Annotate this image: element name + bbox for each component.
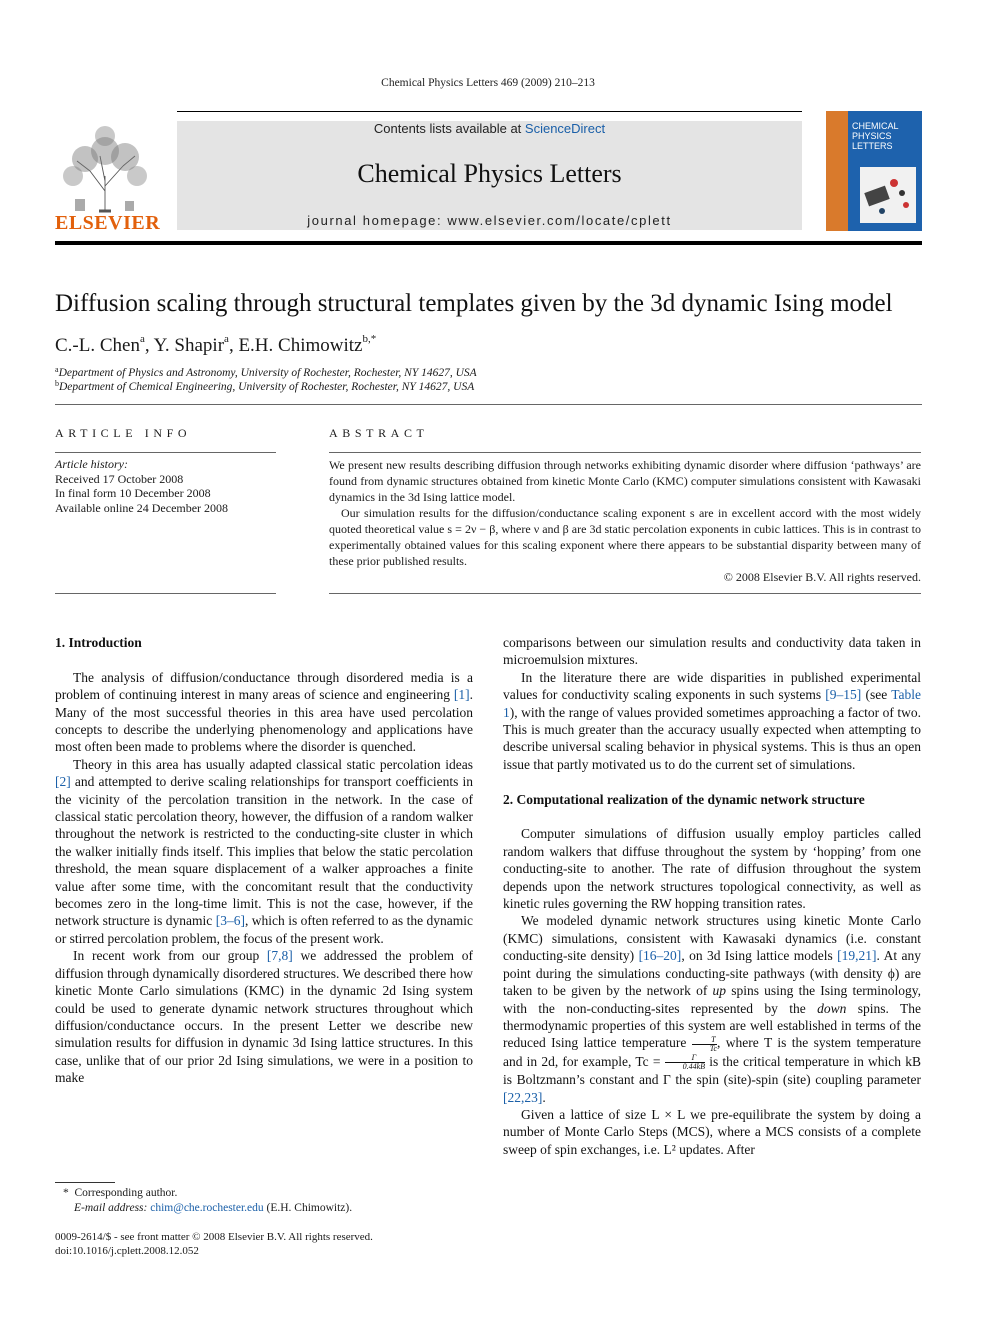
history-final-form: In final form 10 December 2008	[55, 486, 211, 500]
issn-line: 0009-2614/$ - see front matter © 2008 Elsevier B.V. All rights reserved.	[55, 1231, 373, 1243]
body-column-left	[55, 634, 473, 1087]
author-affiliation-mark: b,*	[362, 333, 377, 345]
article-info-bottom-rule	[55, 593, 276, 594]
abstract-copyright: © 2008 Elsevier B.V. All rights reserved.	[723, 570, 921, 584]
affiliation-a	[55, 365, 477, 379]
body-paragraph: Theory in this area has usually adapted classical static percolation ideas [2] and attempted to derive scaling relationships for transport coefficients in the vicinity of the percolation transition in the network. In the case of classical static percolation theory, however, the diffusion of a random walker throughout the network is restricted to the conducting-site cluster in which the walker initially finds itself. This implies that below the static percolation threshold, the mean square displacement of a walker approaches a finite value after some time, with the concomitant result that the conductivity becomes zero in the long-time limit. This is not the case, however, if the network structure is dynamic [3–6], which is often referred to as the dynamic or stirred percolation problem, the focus of the present work.	[55, 756, 473, 946]
author-list: C.-L. Chen$^a$, Y. Shapir$^a$, E.H. Chimowitz$^{b,*}$	[55, 333, 377, 356]
email-link[interactable]: chim@che.rochester.edu	[150, 1201, 264, 1214]
citation-link[interactable]: [16–20]	[638, 948, 682, 964]
journal-masthead	[177, 121, 802, 230]
affiliation-mark: a	[55, 365, 59, 374]
fraction-reduced-temperature: $\frac{T}{Tc}$	[692, 1036, 717, 1053]
header-rule	[177, 111, 802, 112]
citation-link[interactable]: [7,8]	[266, 948, 293, 964]
cover-molecule-icon	[852, 159, 918, 225]
article-info-rule	[55, 452, 276, 453]
article-title: Diffusion scaling through structural templates given by the 3d dynamic Ising model	[55, 290, 893, 317]
cover-title-line2: PHYSICS	[852, 131, 892, 141]
page-footer	[55, 1230, 373, 1258]
affiliation-mark: b	[55, 379, 59, 388]
abstract-paragraph: Our simulation results for the diffusion/conductance scaling exponent s are in excellent accord with the most widely quoted theoretical value s = 2ν − β, where ν and β are 3d static percolation exponents in cubic lattices. This is in contrast to experimentally obtained values for this scaling exponent where there appears to be substantial disparity between many of these prior published results.	[329, 506, 921, 568]
sciencedirect-link[interactable]: ScienceDirect	[524, 121, 606, 136]
email-owner: (E.H. Chimowitz).	[263, 1201, 353, 1214]
journal-cover-image-icon	[826, 111, 922, 231]
journal-homepage[interactable]: journal homepage: www.elsevier.com/locate/cplett	[307, 213, 672, 228]
citation-link[interactable]: [3–6]	[215, 913, 245, 929]
history-online: Available online 24 December 2008	[55, 500, 229, 515]
journal-name: Chemical Physics Letters	[357, 159, 622, 188]
doi-line[interactable]: doi:10.1016/j.cplett.2008.12.052	[55, 1245, 199, 1257]
body-paragraph: Given a lattice of size L × L we pre-equilibrate the system by doing a number of Monte Carlo Steps (MCS), where a MCS consists of a complete sweep of spin exchanges, i.e. L² updates. After	[503, 1106, 921, 1157]
masthead-rule	[55, 241, 922, 245]
table-link[interactable]: Table 1	[503, 687, 921, 720]
author-affiliation-mark: a	[139, 333, 145, 345]
author-name[interactable]: E.H. Chimowitz	[238, 335, 363, 356]
body-paragraph: Computer simulations of diffusion usually employ particles called random walkers that diffuse throughout the system by ‘hopping’ from one conducting-site to another. The rate of diffusion throughout the system depends upon the network structures topological connectivity, as well as kinetic rules governing the RW hopping transition rates.	[503, 826, 921, 912]
body-paragraph: In the literature there are wide disparities in published experimental values for conductivity scaling exponents in such systems [9–15] (see Table 1), with the range of values provided sometimes approaching a factor of two. This is much greater than the accuracy usually expected when attempting to describe universal scaling behavior in physical systems. This is thus an open issue that partly motivated us to do the current set of simulations.	[503, 669, 921, 772]
abstract-heading: ABSTRACT	[329, 426, 429, 440]
body-column-right	[503, 634, 921, 1158]
body-paragraph: comparisons between our simulation results and conductivity data taken in microemulsion mixtures.	[503, 635, 921, 668]
abstract-bottom-rule	[329, 593, 921, 594]
citation-link[interactable]: [22,23]	[503, 1089, 543, 1105]
contents-prefix: Contents lists available at	[373, 121, 525, 136]
fraction-critical-temperature: $\frac{\Gamma}{0.44kB}$	[665, 1054, 705, 1071]
body-paragraph: We modeled dynamic network structures using kinetic Monte Carlo (KMC) simulations, consistent with Kawasaki dynamics (i.e. constant conducting-site density) [16–20], on 3d Ising lattice models [19,21]. At any point during the simulations conducting-site pathways (with density ϕ) are taken to be given by the network of up spins using the Ising terminology, with the non-conducting-sites represented by the down spins. The thermodynamic properties of this system are well established in terms of the reduced Ising lattice temperature $\frac{T}{Tc}$ , where T is the system temperature and in 2d, for example, Tc = $\frac{\Gamma}{0.44kB}$ is the critical temperature in which kB is Boltzmann’s constant and Γ the spin (site)-spin (site) coupling parameter [22,23].	[503, 913, 922, 1105]
footnote-rule	[55, 1182, 115, 1183]
elsevier-wordmark: ELSEVIER	[55, 212, 161, 234]
contents-available	[177, 121, 802, 136]
cover-title-line3: LETTERS	[852, 141, 893, 151]
abstract-paragraph: We present new results describing diffusion through networks exhibiting dynamic disorder where diffusion ‘pathways’ are found from dynamic structures obtained from kinetic Monte Carlo (KMC) computer simulations consistent with Kawasaki dynamics in the 3d Ising lattice model.	[329, 458, 921, 504]
body-paragraph: The analysis of diffusion/conductance through disordered media is a problem of continuing interest in many areas of science and engineering [1]. Many of the most successful theories in this area have used percolation concepts to describe the underlying phenomenology and applications have most often been made to problems where the disorder is quenched.	[55, 669, 473, 755]
cover-title-line1: CHEMICAL	[852, 121, 899, 131]
abstract-rule	[329, 452, 921, 453]
history-label: Article history:	[55, 457, 128, 471]
author-affiliation-mark: a	[224, 333, 229, 345]
citation-link[interactable]: [1]	[453, 687, 470, 703]
author-name[interactable]: Y. Shapir	[153, 335, 225, 356]
section-heading: 1. Introduction	[55, 635, 142, 650]
corresponding-author-footnote	[55, 1186, 352, 1215]
journal-reference: Chemical Physics Letters 469 (2009) 210–213	[381, 77, 595, 89]
history-received: Received 17 October 2008	[55, 471, 184, 486]
affiliation-text: Department of Chemical Engineering, University of Rochester, Rochester, NY 14627, USA	[59, 381, 475, 393]
footnote-text: Corresponding author.	[74, 1187, 178, 1199]
citation-link[interactable]: [2]	[55, 774, 71, 790]
authors-rule	[55, 404, 922, 405]
body-paragraph: In recent work from our group [7,8] we addressed the problem of diffusion through dynamically disordered structures. We described there how kinetic Monte Carlo simulations (KMC) in the dynamic 2d Ising system could be used to generate dynamic network structures throughout which diffusion/conductance occurs. In the present Letter we describe new simulation results for diffusion in dynamic 3d Ising lattice structures. In this case, unlike that of our prior 2d Ising simulations, we were in a position to make	[55, 948, 473, 1086]
section-heading: 2. Computational realization of the dynamic network structure	[503, 791, 865, 807]
abstract-body	[329, 457, 921, 585]
article-history	[55, 457, 228, 515]
footnote-mark: *	[63, 1187, 69, 1199]
email-label: E-mail address:	[74, 1201, 151, 1214]
citation-link[interactable]: [19,21]	[837, 948, 877, 964]
cover-title	[852, 121, 899, 151]
affiliation-b	[55, 379, 474, 393]
article-info-heading: ARTICLE INFO	[55, 426, 192, 440]
affiliation-text: Department of Physics and Astronomy, University of Rochester, Rochester, NY 14627, USA	[58, 367, 477, 379]
author-name[interactable]: C.-L. Chen	[55, 335, 140, 356]
citation-link[interactable]: [9–15]	[825, 687, 862, 703]
